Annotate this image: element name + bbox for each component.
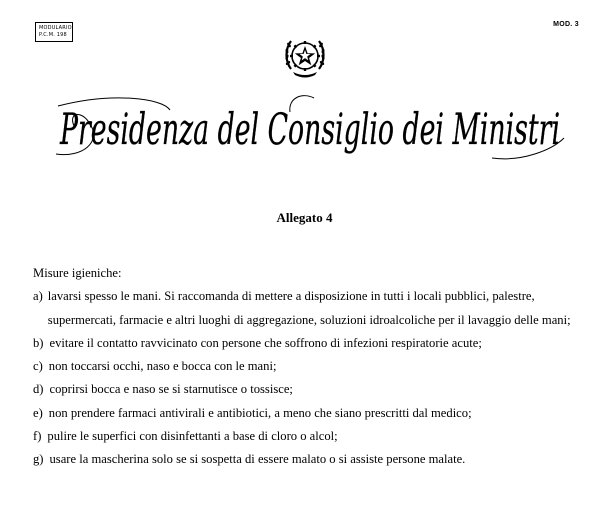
mod-label: MOD. 3	[553, 21, 579, 28]
measure-label: e)	[33, 405, 43, 420]
annex-title: Allegato 4	[276, 210, 333, 225]
measure-item	[33, 285, 593, 332]
institution-heading	[52, 84, 572, 164]
institution-name: Presidenza del Consiglio dei Ministri	[59, 105, 560, 155]
measure-text: non toccarsi occhi, naso e bocca con le mani;	[48, 359, 277, 374]
measure-item	[33, 332, 593, 355]
measure-text: usare la mascherina solo se si sospetta di essere malato o si assiste persone malate.	[49, 452, 466, 467]
measure-text: non prendere farmaci antivirali e antibiotici, a meno che siano prescritti dal medico;	[48, 405, 472, 420]
measure-label: c)	[33, 359, 43, 374]
modulario-stamp	[35, 22, 73, 42]
measure-label: d)	[33, 382, 44, 397]
measure-item	[33, 448, 593, 471]
hygiene-measures	[33, 262, 593, 472]
measure-label: a)	[33, 289, 43, 304]
measure-label: f)	[33, 429, 42, 444]
measure-text: lavarsi spesso le mani. Si raccomanda di mettere a disposizione in tutti i locali pubblici, palestre, supermercati, farmacie e altri luoghi di aggregazione, soluzioni idroalcoliche per il lavaggio delle mani;	[47, 289, 571, 327]
modulario-line: P.C.M. 198	[39, 32, 67, 38]
measure-item	[33, 355, 593, 378]
measure-item	[33, 402, 593, 425]
measure-item	[33, 378, 593, 401]
measure-text: pulire le superfici con disinfettanti a base di cloro o alcol;	[47, 429, 338, 444]
measure-label: b)	[33, 335, 44, 350]
measure-item	[33, 425, 593, 448]
measure-text: evitare il contatto ravvicinato con persone che soffrono di infezioni respiratorie acute;	[49, 335, 482, 350]
italian-republic-emblem-icon	[281, 29, 329, 79]
modulario-line: MODULARIO	[39, 25, 72, 31]
measure-text: coprirsi bocca e naso se si starnutisce o tossisce;	[49, 382, 293, 397]
intro-text: Misure igieniche:	[33, 266, 122, 280]
measure-label: g)	[33, 452, 44, 467]
